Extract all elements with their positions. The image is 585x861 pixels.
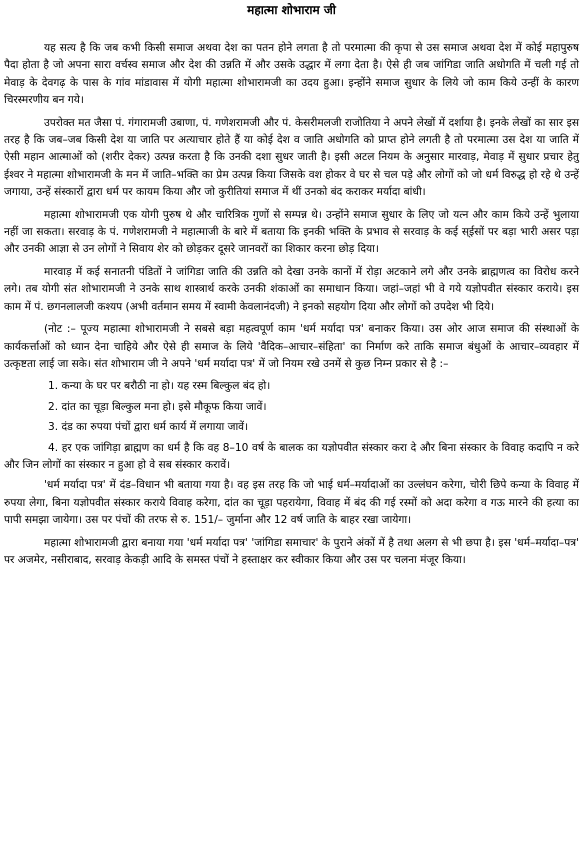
rules-list [4, 378, 579, 474]
paragraph-intro: यह सत्य है कि जब कभी किसी समाज अथवा देश का पतन होने लगता है तो परमात्मा की कृपा से उस समाज अथवा देश में कोई महापुरुष पैदा होता है जो अपना सारा वर्चस्व समाज और देश की उन्नति में और उसके उद्धार में लगा देता है। ऐसे ही जब जांगिडा जाति अधोगति में चली गई तो मेवाड़ के देवगढ़ के पास के गांव मांडावास में योगी महात्मा शोभारामजी का उदय हुआ। इन्होंने समाज सुधार के लिये जो काम किये उन्हीं के कारण चिरस्मरणीय बन गये। [4, 42, 579, 107]
paragraph-yogi: महात्मा शोभारामजी एक योगी पुरुष थे और चारित्रिक गुणों से सम्पन्न थे। उन्होंने समाज सुधार के लिए जो यत्न और काम किये उन्हें भुलाया नहीं जा सकता। सरवाड़ के पं. गणेशरामजी ने महात्माजी के बारे में बताया कि इनकी भक्ति के प्रभाव से सरवाड़ के कई स्ईसों पर बड़ा भारी असर पड़ा और उनकी आज्ञा से उन लोगों ने सिवाय शेर को छोड़कर दूसरे जानवरों का शिकार करना छोड़ दिया। [4, 208, 579, 256]
rule-item: 3. दंड का रुपया पंचों द्वारा धर्म कार्य में लगाया जावें। [48, 421, 249, 434]
paragraph-marwar: मारवाड़ में कई सनातनी पंडितों ने जांगिडा जाति की उन्नति को देखा उनके कानों में रोड़ा अटकाने लगे और उनके ब्राह्मणत्व का विरोध करने लगे। तब योगी संत शोभारामजी ने उनके साथ शास्त्रार्थ करके उनकी शंकाओं का समाधान किया। जहां–जहां भी वे गये यज्ञोपवीत संस्कार कराये। इस काम में पं. छगनलालजी कश्यप (अभी वर्तमान समय में स्वामी केवलानंदजी) ने इनको सहयोग दिया और लोगों को उपदेश भी दिये। [4, 265, 580, 313]
paragraph-penalty: 'धर्म मर्यादा पत्र' में दंड–विधान भी बताया गया है। वह इस तरह कि जो भाई धर्म–मर्यादाओं का उल्लंघन करेगा, चोरी छिपे कन्या के विवाह में रुपया लेगा, बिना यज्ञोपवीत संस्कार कराये विवाह करेगा, दांत का चूड़ा पहरायेगा, विवाह में बंद की गई रस्मों को अदा करेगा व गऊ मारने की हत्या का पापी समझा जायेगा। उस पर पंचों की तरफ से रु. 151/– जुर्माना और 12 वर्ष जाति के बाहर रखा जायेगा। [4, 479, 579, 527]
page-title: महात्मा शोभाराम जी [247, 3, 336, 17]
rule-item: 1. कन्या के घर पर बरौठी ना हो। यह रस्म बिल्कुल बंद हो। [48, 380, 271, 393]
rule-item: 4. हर एक जांगिड़ा ब्राह्मण का धर्म है कि वह 8–10 वर्ष के बालक का यज्ञोपवीत संस्कार करा दे और बिना संस्कार के विवाह कदापि न करे और जिन लोगों का संस्कार न हुआ हो वे सब संस्कार करावें। [4, 441, 579, 471]
paragraph-note: (नोट :– पूज्य महात्मा शोभारामजी ने सबसे बड़ा महत्वपूर्ण काम 'धर्म मर्यादा पत्र' बनाकर किया। उस ओर आज समाज की संस्थाओं के कार्यकर्त्ताओं को ध्यान देना चाहिये और ऐसे ही समाज के लिये 'वैदिक–आचार–संहिता' का निर्माण करे ताकि समाज बंधुओं के आचार–व्यवहार में उत्कृष्टता लाई जा सके। संत शोभाराम जी ने अपने 'धर्म मर्यादा पत्र' में जो नियम रखे उनमें से कुछ निम्न प्रकार से है :– [4, 323, 579, 370]
rule-item: 2. दांत का चूड़ा बिल्कुल मना हो। इसे मौकूफ किया जावें। [48, 400, 267, 413]
paragraph-publication: महात्मा शोभारामजी द्वारा बनाया गया 'धर्म मर्यादा पत्र' 'जांगिडा समाचार' के पुराने अंकों में है तथा अलग से भी छपा है। इस 'धर्म–मर्यादा–पत्र' पर अजमेर, नसीराबाद, सरवाड़ केकड़ी आदि के समस्त पंचों ने हस्ताक्षर कर स्वीकार किया और उस पर चलना मंजूर किया। [4, 536, 579, 566]
paragraph-views: उपरोक्त मत जैसा पं. गंगारामजी उबाणा, पं. गणेशरामजी और पं. केसरीमलजी राजोतिया ने अपने लेखों में दर्शाया है। इनके लेखों का सार इस तरह है कि जब–जब किसी देश या जाति पर अत्याचार होते हैं या कोई देश व जाति अधोगति को प्राप्त होने लगती है तो परमात्मा उस देश या जाति में ऐसी महान आत्माओं को (शरीर देकर) उत्पन्न करता है कि उनकी दशा सुधर जाती है। इसी अटल नियम के अनुसार मारवाड़, मेवाड़ में सुधार प्रचार हेतु ईश्वर ने महात्मा शोभारामजी के मन में जाति–भक्ति का प्रेम उत्पन्न किया जिसके वश होकर वे घर से चल पड़े और लोगों को जो धर्म विरुद्ध हो रहे थे उन्हें जगाया, उन्हें संस्कारों द्वारा धर्म पर कायम किया और जो कुरीतियां समाज में थीं उनको बंद कराकर मर्यादा बांधी। [4, 116, 579, 199]
